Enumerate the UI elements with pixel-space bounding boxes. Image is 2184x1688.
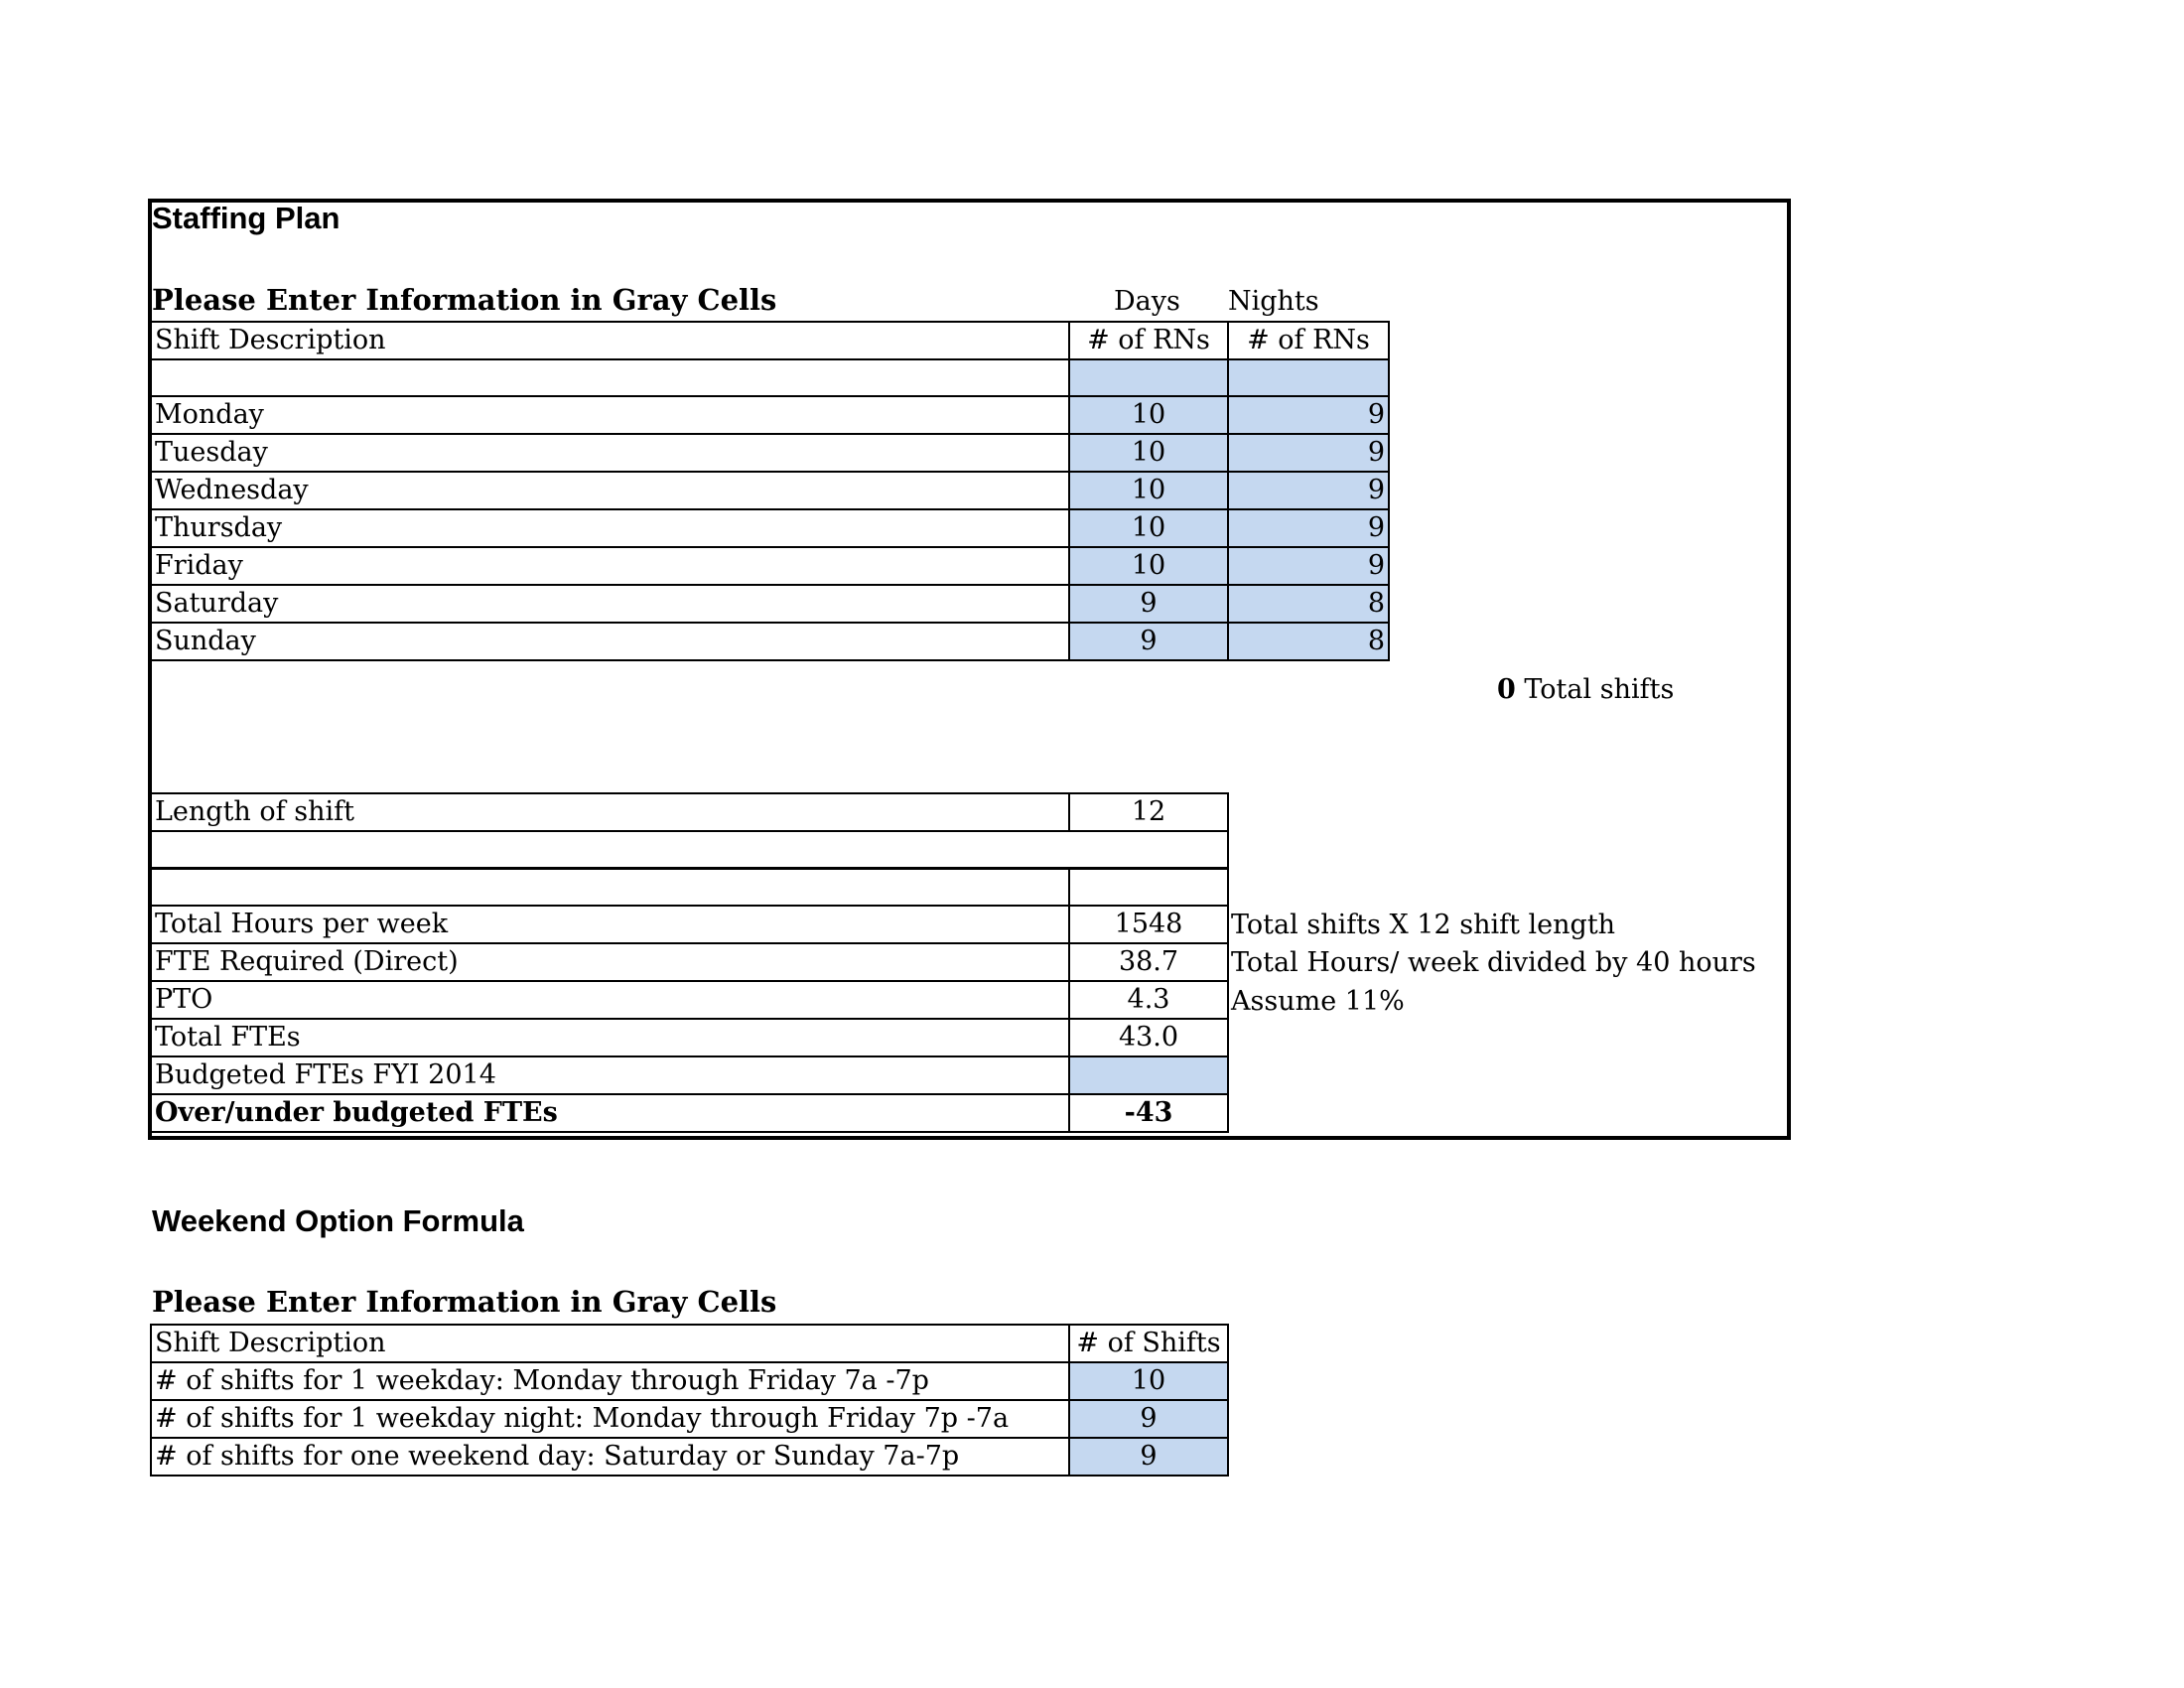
days-rns-input[interactable]: 10 bbox=[1069, 396, 1228, 434]
table-row bbox=[151, 1438, 1228, 1476]
note-total-hours: Total shifts X 12 shift length bbox=[1231, 910, 1616, 940]
length-of-shift-label: Length of shift bbox=[151, 793, 1069, 831]
shift-table bbox=[150, 321, 1390, 661]
shift-table-header bbox=[151, 322, 1389, 359]
blank-input-row bbox=[151, 359, 1389, 396]
weekend-header-row bbox=[151, 1325, 1228, 1362]
summary-label: Total Hours per week bbox=[151, 906, 1069, 943]
summary-label: PTO bbox=[151, 981, 1069, 1019]
blank-days-input[interactable] bbox=[1069, 359, 1228, 396]
blank-cell bbox=[151, 869, 1069, 906]
summary-blank-row bbox=[151, 869, 1228, 906]
length-of-shift-table bbox=[150, 792, 1229, 869]
summary-row bbox=[151, 981, 1228, 1019]
length-of-shift-value[interactable]: 12 bbox=[1069, 793, 1228, 831]
summary-table bbox=[150, 868, 1229, 1133]
note-pto: Assume 11% bbox=[1231, 986, 1405, 1017]
summary-label: Budgeted FTEs FYI 2014 bbox=[151, 1056, 1069, 1094]
budgeted-ftes-input[interactable] bbox=[1069, 1056, 1228, 1094]
weekend-row-desc: # of shifts for one weekend day: Saturday or Sunday 7a-7p bbox=[151, 1438, 1069, 1476]
summary-value: 38.7 bbox=[1069, 943, 1228, 981]
header-nights-rns: # of RNs bbox=[1228, 322, 1389, 359]
nights-rns-input[interactable]: 9 bbox=[1228, 472, 1389, 509]
table-row bbox=[151, 472, 1389, 509]
spacer-row bbox=[151, 831, 1228, 868]
days-rns-input[interactable]: 10 bbox=[1069, 547, 1228, 585]
day-label: Wednesday bbox=[151, 472, 1069, 509]
table-row bbox=[151, 396, 1389, 434]
shifts-input[interactable]: 10 bbox=[1069, 1362, 1228, 1400]
days-rns-input[interactable]: 10 bbox=[1069, 472, 1228, 509]
day-label: Sunday bbox=[151, 623, 1069, 660]
length-of-shift-row bbox=[151, 793, 1228, 831]
weekend-option-title: Weekend Option Formula bbox=[152, 1203, 524, 1238]
table-row bbox=[151, 547, 1389, 585]
nights-rns-input[interactable]: 9 bbox=[1228, 396, 1389, 434]
day-label: Thursday bbox=[151, 509, 1069, 547]
shifts-input[interactable]: 9 bbox=[1069, 1400, 1228, 1438]
header-days-rns: # of RNs bbox=[1069, 322, 1228, 359]
days-rns-input[interactable]: 9 bbox=[1069, 585, 1228, 623]
summary-label: Over/under budgeted FTEs bbox=[151, 1094, 1069, 1132]
table-row bbox=[151, 509, 1389, 547]
summary-row bbox=[151, 1056, 1228, 1094]
day-label: Saturday bbox=[151, 585, 1069, 623]
day-label: Tuesday bbox=[151, 434, 1069, 472]
total-shifts-label: Total shifts bbox=[1524, 674, 1675, 705]
summary-row bbox=[151, 906, 1228, 943]
col-days-label: Days bbox=[1114, 286, 1180, 317]
day-label: Friday bbox=[151, 547, 1069, 585]
summary-value: 43.0 bbox=[1069, 1019, 1228, 1056]
spacer-cell bbox=[151, 831, 1069, 868]
total-shifts-value: 0 bbox=[1497, 674, 1516, 705]
table-row bbox=[151, 1362, 1228, 1400]
days-rns-input[interactable]: 10 bbox=[1069, 434, 1228, 472]
summary-value: 4.3 bbox=[1069, 981, 1228, 1019]
table-row bbox=[151, 623, 1389, 660]
blank-desc-cell bbox=[151, 359, 1069, 396]
weekend-option-table bbox=[150, 1324, 1229, 1477]
col-nights-label: Nights bbox=[1228, 286, 1319, 317]
blank-nights-input[interactable] bbox=[1228, 359, 1389, 396]
total-shifts-readout bbox=[1497, 672, 1674, 708]
note-fte-required: Total Hours/ week divided by 40 hours bbox=[1231, 947, 1756, 978]
staffing-plan-instruction: Please Enter Information in Gray Cells bbox=[152, 283, 777, 317]
weekend-row-desc: # of shifts for 1 weekday night: Monday through Friday 7p -7a bbox=[151, 1400, 1069, 1438]
header-shift-description: Shift Description bbox=[151, 1325, 1069, 1362]
days-rns-input[interactable]: 9 bbox=[1069, 623, 1228, 660]
summary-label: Total FTEs bbox=[151, 1019, 1069, 1056]
staffing-plan-title: Staffing Plan bbox=[152, 201, 341, 235]
header-shift-description: Shift Description bbox=[151, 322, 1069, 359]
shifts-input[interactable]: 9 bbox=[1069, 1438, 1228, 1476]
summary-row bbox=[151, 1019, 1228, 1056]
nights-rns-input[interactable]: 9 bbox=[1228, 547, 1389, 585]
nights-rns-input[interactable]: 8 bbox=[1228, 585, 1389, 623]
nights-rns-input[interactable]: 9 bbox=[1228, 434, 1389, 472]
summary-value: -43 bbox=[1069, 1094, 1228, 1132]
nights-rns-input[interactable]: 8 bbox=[1228, 623, 1389, 660]
spacer-cell bbox=[1069, 831, 1228, 868]
weekend-row-desc: # of shifts for 1 weekday: Monday through Friday 7a -7p bbox=[151, 1362, 1069, 1400]
summary-value: 1548 bbox=[1069, 906, 1228, 943]
table-row bbox=[151, 434, 1389, 472]
header-num-shifts: # of Shifts bbox=[1069, 1325, 1228, 1362]
weekend-option-instruction: Please Enter Information in Gray Cells bbox=[152, 1285, 777, 1319]
table-row bbox=[151, 1400, 1228, 1438]
summary-row bbox=[151, 943, 1228, 981]
summary-label: FTE Required (Direct) bbox=[151, 943, 1069, 981]
summary-row bbox=[151, 1094, 1228, 1132]
days-rns-input[interactable]: 10 bbox=[1069, 509, 1228, 547]
day-label: Monday bbox=[151, 396, 1069, 434]
nights-rns-input[interactable]: 9 bbox=[1228, 509, 1389, 547]
blank-cell bbox=[1069, 869, 1228, 906]
table-row bbox=[151, 585, 1389, 623]
